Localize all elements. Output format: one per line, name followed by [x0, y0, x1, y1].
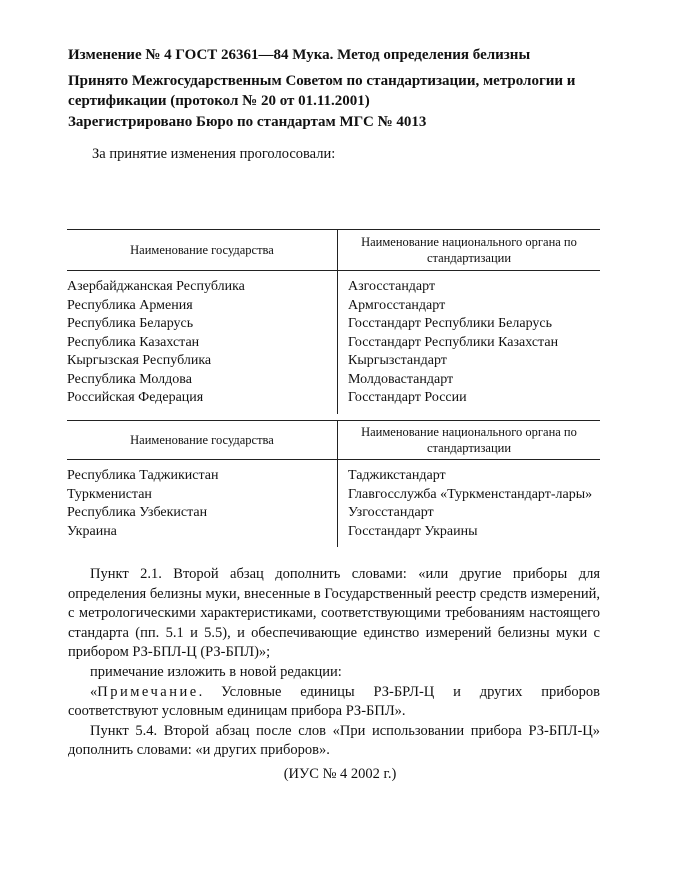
organ-cell: Армгосстандарт — [348, 297, 446, 313]
table-row — [67, 352, 600, 371]
state-cell: Российская Федерация — [67, 389, 338, 414]
state-cell: Туркменистан — [67, 486, 338, 505]
table-row — [67, 389, 600, 414]
state-cell: Азербайджанская Республика — [67, 271, 338, 297]
note-label: Примечание — [97, 683, 199, 700]
organ-cell: Кыргызстандарт — [348, 353, 447, 368]
table-row — [67, 486, 600, 505]
organ-cell: Госстандарт Украины — [348, 523, 478, 539]
paragraph-note — [68, 683, 600, 722]
adoption-note: Принято Межгосударственным Советом по стандартизации, метрологии и сертификации (протокол № 20 от 01.11.2001) — [68, 73, 576, 109]
state-cell: Кыргызская Республика — [67, 352, 338, 371]
registration-note: Зарегистрировано Бюро по стандартам МГС № 4013 — [68, 114, 427, 130]
column-header-state: Наименование государства — [67, 421, 338, 460]
table-header-row — [67, 421, 600, 460]
table-row — [67, 334, 600, 353]
table-row — [67, 460, 600, 486]
state-cell: Республика Армения — [67, 297, 338, 316]
state-cell: Республика Молдова — [67, 371, 338, 390]
voting-intro: За принятие изменения проголосовали: — [92, 146, 336, 162]
paragraph-5-4: Пункт 5.4. Второй абзац после слов «При использовании прибора РЗ-БПЛ-Ц» дополнить словами: «и других приборов». — [68, 722, 600, 759]
table-row — [67, 371, 600, 390]
organ-cell: Узгосстандарт — [348, 505, 434, 520]
table-row — [67, 523, 600, 548]
column-header-organ: Наименование национального органа по стандартизации — [338, 421, 601, 460]
organ-cell: Таджикстандарт — [348, 468, 446, 483]
quote-open: « — [90, 683, 98, 700]
table-header-row — [67, 230, 600, 271]
table-row — [67, 315, 600, 334]
organ-cell: Главгосслужба «Туркменстандарт-лары» — [348, 486, 593, 502]
paragraph-note-intro: примечание изложить в новой редакции: — [90, 663, 342, 680]
state-cell: Республика Беларусь — [67, 315, 338, 334]
state-cell: Республика Таджикистан — [67, 460, 338, 486]
amendment-title: Изменение № 4 ГОСТ 26361—84 Мука. Метод определения белизны — [68, 47, 531, 63]
voting-table-2 — [67, 420, 600, 547]
note-text: . Условные единицы РЗ-БРЛ-Ц и других приборов соответствуют условным единицам прибора РЗ-БПЛ». — [68, 683, 600, 720]
paragraph-2-1: Пункт 2.1. Второй абзац дополнить словами: «или другие приборы для определения белизны муки, внесенные в Государственный реестр средств измерений, с метрологическими характеристиками, соответствующими требованиям настоящего стандарта (пп. 5.1 и 5.5), и обеспечивающие единство измерений белизны муки с прибором РЗ-БПЛ-Ц (РЗ-БПЛ)»; — [68, 566, 600, 661]
state-cell: Республика Узбекистан — [67, 504, 338, 523]
state-cell: Республика Казахстан — [67, 334, 338, 353]
ius-reference: (ИУС № 4 2002 г.) — [283, 766, 397, 782]
voting-table-1 — [67, 229, 600, 414]
column-header-state: Наименование государства — [67, 230, 338, 271]
table-row — [67, 504, 600, 523]
state-cell: Украина — [67, 523, 338, 548]
organ-cell: Госстандарт Республики Беларусь — [348, 316, 553, 331]
table-row — [67, 271, 600, 297]
organ-cell: Азгосстандарт — [348, 279, 436, 294]
table-row — [67, 297, 600, 316]
amendment-body — [68, 565, 600, 761]
organ-cell: Госстандарт Республики Казахстан — [348, 334, 559, 350]
organ-cell: Госстандарт России — [348, 390, 467, 405]
column-header-organ: Наименование национального органа по стандартизации — [338, 230, 601, 271]
organ-cell: Молдовастандарт — [348, 371, 454, 387]
